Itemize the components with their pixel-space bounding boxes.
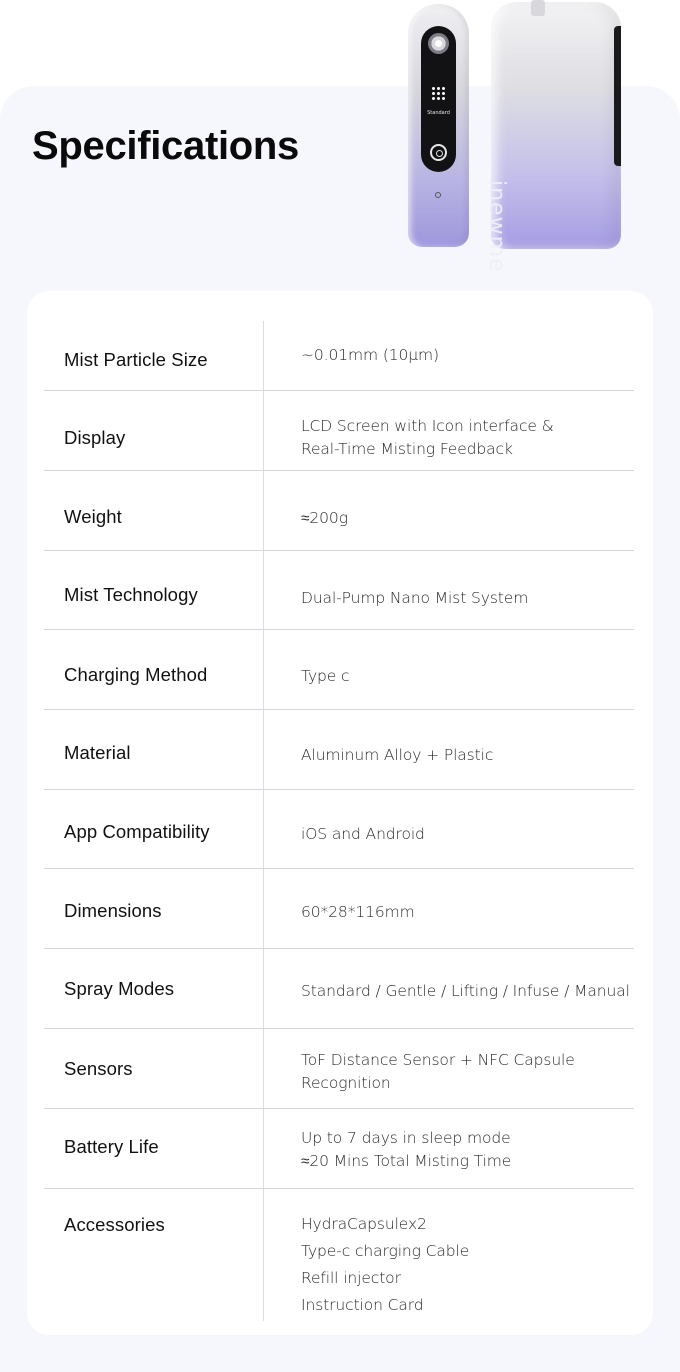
- spec-value: [301, 1127, 631, 1173]
- spec-row: [44, 949, 634, 1029]
- spec-label: Mist Technology: [64, 584, 198, 605]
- spec-label: Accessories: [64, 1214, 165, 1235]
- spec-table: [27, 291, 653, 1335]
- spec-value-line: HydraCapsulex2: [301, 1215, 427, 1233]
- product-image-device: [408, 4, 469, 247]
- spec-label: Battery Life: [64, 1136, 159, 1157]
- spec-row: [44, 869, 634, 949]
- spec-row: [44, 391, 634, 471]
- spec-label: Spray Modes: [64, 978, 175, 999]
- case-side-panel: [614, 26, 621, 166]
- brand-logo: inewme: [484, 180, 509, 273]
- spec-label: Sensors: [64, 1058, 133, 1079]
- spec-value: [301, 415, 631, 461]
- spec-value-line: LCD Screen with Icon interface &: [301, 417, 554, 435]
- camera-lens-icon: [428, 33, 449, 54]
- spec-value: Standard / Gentle / Lifting / Infuse / Manual: [301, 982, 630, 1000]
- spec-value: [301, 1049, 631, 1095]
- spec-value: ~0.01mm (10μm): [301, 346, 440, 364]
- spec-row: [44, 710, 634, 790]
- spec-label: Mist Particle Size: [64, 349, 208, 370]
- spec-value-line: Refill injector: [301, 1269, 401, 1287]
- spec-value-line: ≈20 Mins Total Misting Time: [301, 1152, 512, 1170]
- spec-value: iOS and Android: [301, 825, 425, 843]
- spec-value-line: Instruction Card: [301, 1296, 424, 1314]
- dot-grid-icon: [431, 86, 447, 102]
- spec-value: Type c: [301, 667, 350, 685]
- spec-label: Dimensions: [64, 900, 162, 921]
- spec-value: [301, 1211, 631, 1319]
- spec-label: App Compatibility: [64, 821, 210, 842]
- page-title: Specifications: [32, 124, 299, 168]
- spec-row: [44, 551, 634, 630]
- device-screen-label: Standard: [427, 110, 450, 116]
- case-clip: [531, 0, 545, 16]
- spec-value: Aluminum Alloy + Plastic: [301, 746, 494, 764]
- spec-label: Charging Method: [64, 664, 208, 685]
- spec-label: Material: [64, 742, 131, 763]
- spec-row: [44, 321, 634, 391]
- spec-value-line: Real-Time Misting Feedback: [301, 440, 513, 458]
- spec-value: Dual-Pump Nano Mist System: [301, 589, 529, 607]
- spec-row: [44, 1109, 634, 1189]
- product-image-case: [484, 2, 621, 273]
- spec-row: [44, 471, 634, 551]
- device-screen: [421, 26, 456, 172]
- spec-value-line: Type-c charging Cable: [301, 1242, 470, 1260]
- spec-row: [44, 1189, 634, 1323]
- spec-row: [44, 1029, 634, 1109]
- pinhole-icon: [435, 192, 441, 198]
- spec-label: Display: [64, 427, 126, 448]
- spec-row: [44, 790, 634, 869]
- power-button-icon: [430, 144, 447, 161]
- spec-label: Weight: [64, 506, 122, 527]
- spec-value: ≈200g: [301, 509, 348, 527]
- spec-value-line: Recognition: [301, 1074, 391, 1092]
- spec-value: 60*28*116mm: [301, 903, 415, 921]
- spec-value-line: Up to 7 days in sleep mode: [301, 1129, 511, 1147]
- spec-row: [44, 630, 634, 710]
- spec-value-line: ToF Distance Sensor + NFC Capsule: [301, 1051, 575, 1069]
